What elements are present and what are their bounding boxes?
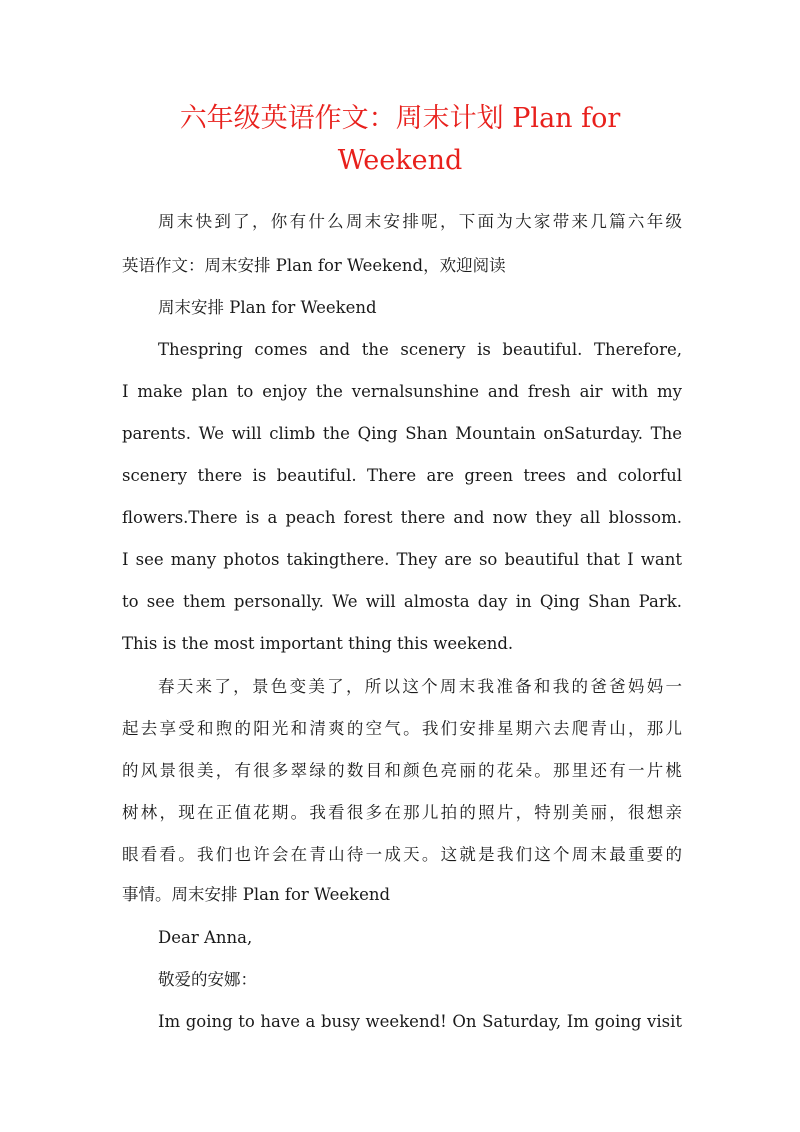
section-heading: 周末安排 Plan for Weekend (158, 298, 377, 317)
chinese-paragraph-line-3: 的风景很美，有很多翠绿的数目和颜色亮丽的花朵。那里还有一片桃 (122, 761, 682, 780)
intro-line-2: 英语作文：周末安排 Plan for Weekend，欢迎阅读 (122, 256, 506, 275)
english-paragraph-line-7: to see them personally. We will almosta day in Qing Shan Park. (122, 592, 682, 611)
english-paragraph-line-8: This is the most important thing this weekend. (122, 634, 514, 653)
chinese-paragraph-line-4: 树林，现在正值花期。我看很多在那儿拍的照片，特别美丽，很想亲 (122, 803, 682, 822)
english-paragraph-line-2: I make plan to enjoy the vernalsunshine and fresh air with my (122, 382, 682, 401)
english-paragraph-line-4: scenery there is beautiful. There are green trees and colorful (122, 466, 682, 485)
english-paragraph-line-6: I see many photos takingthere. They are so beautiful that I want (122, 550, 682, 569)
letter-line-1: Im going to have a busy weekend! On Saturday, Im going visit (158, 1012, 682, 1031)
english-paragraph-line-3: parents. We will climb the Qing Shan Mountain onSaturday. The (122, 424, 682, 443)
salutation-english: Dear Anna, (158, 928, 253, 947)
english-paragraph-line-1: Thespring comes and the scenery is beautiful. Therefore, (158, 340, 682, 359)
document-title-line-1: 六年级英语作文：周末计划 Plan for (179, 103, 621, 134)
document-title-line-2: Weekend (337, 145, 463, 176)
english-paragraph-line-5: flowers.There is a peach forest there and now they all blossom. (122, 508, 682, 527)
intro-line-1: 周末快到了，你有什么周末安排呢，下面为大家带来几篇六年级 (158, 212, 682, 231)
chinese-paragraph-line-1: 春天来了，景色变美了，所以这个周末我准备和我的爸爸妈妈一 (158, 677, 682, 696)
chinese-paragraph-line-6: 事情。周末安排 Plan for Weekend (122, 885, 391, 904)
chinese-paragraph-line-2: 起去享受和煦的阳光和清爽的空气。我们安排星期六去爬青山，那儿 (122, 719, 682, 738)
salutation-chinese: 敬爱的安娜： (158, 970, 257, 989)
chinese-paragraph-line-5: 眼看看。我们也许会在青山待一成天。这就是我们这个周末最重要的 (122, 845, 682, 864)
